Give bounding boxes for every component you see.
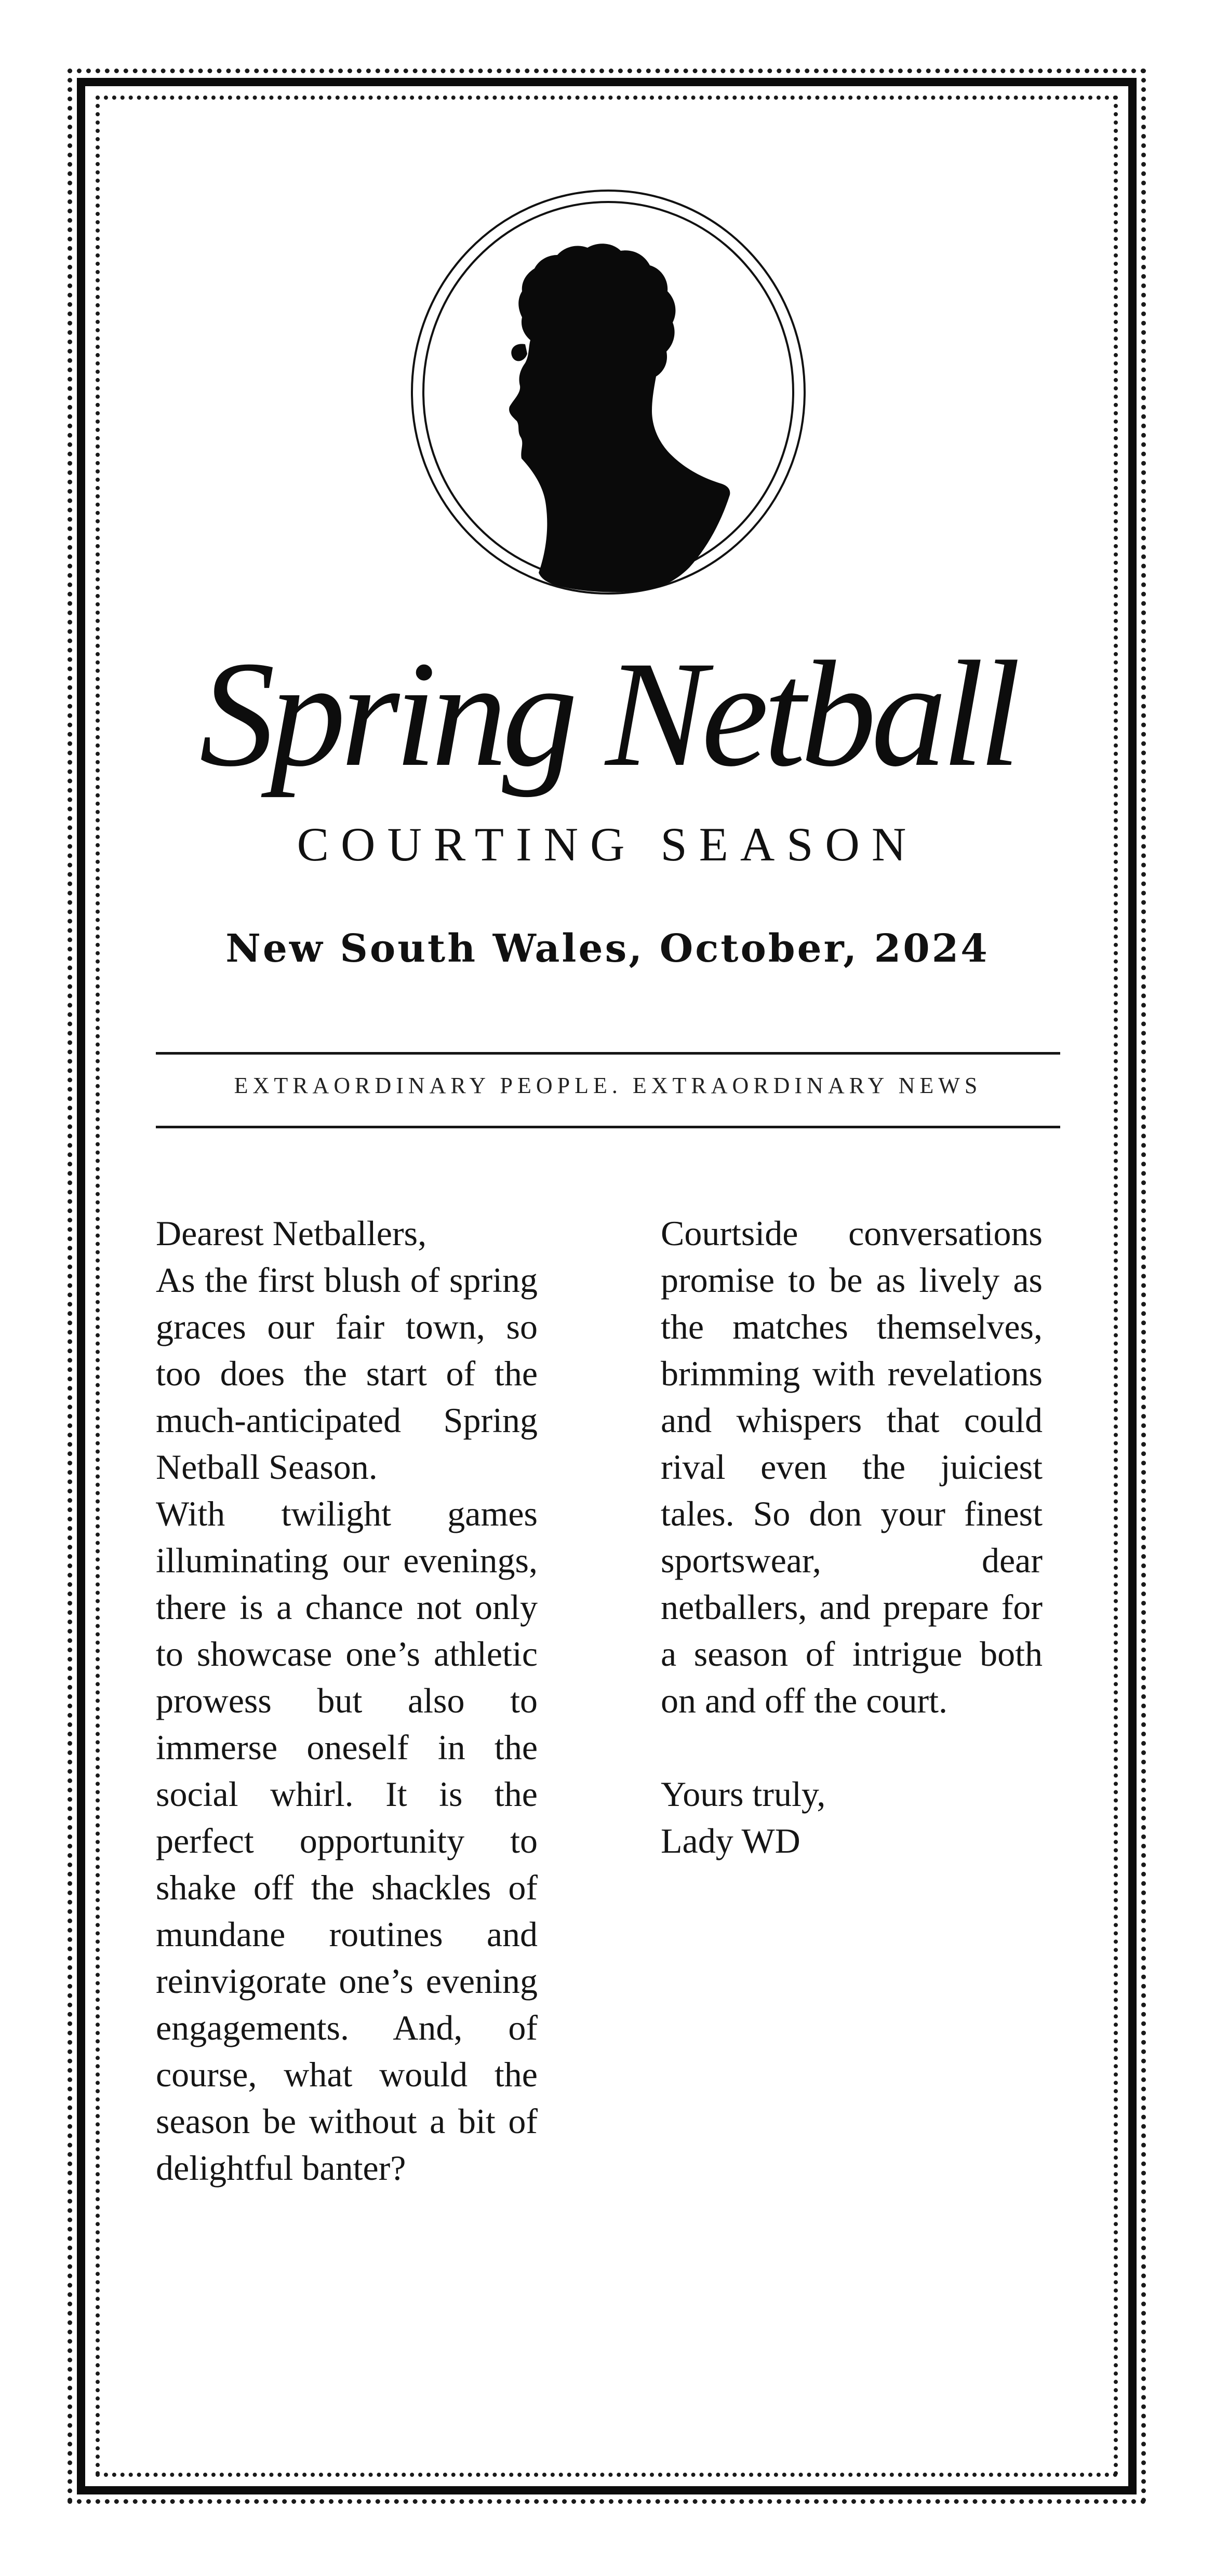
- page-subtitle: COURTING SEASON: [297, 818, 918, 871]
- letter-paragraph: With twilight games illuminating our evenings, there is a chance not only to showcase one’s athletic prowess but also to immerse oneself in the social whirl. It is the perfect opportunity to shake off the shackles of mundane routines and reinvigorate one’s evening engagements. And, of course, what would the season be without a bit of delightful banter?: [156, 1494, 538, 2188]
- letter-paragraph: As the first blush of spring graces our fair town, so too does the start of the much-anticipated Spring Netball Season.: [156, 1260, 538, 1487]
- letter-column-left: [156, 1210, 538, 2191]
- letter-closing: Yours truly,: [661, 1774, 826, 1814]
- paragraph-spacer: [661, 1724, 1043, 1771]
- divider-bottom: [156, 1126, 1060, 1128]
- cameo-silhouette-icon: [410, 188, 807, 596]
- letter-signature: Lady WD: [661, 1821, 800, 1860]
- letter-column-right: [661, 1210, 1043, 1864]
- letter-paragraph: Courtside conversations promise to be as lively as the matches themselves, brimming with revelations and whispers that could rival even the juiciest tales. So don your finest sportswear, dear netballers, and prepare for a season of intrigue both on and off the court.: [661, 1213, 1043, 1720]
- letter-salutation: Dearest Netballers,: [156, 1213, 427, 1253]
- page-title: Spring Netball: [199, 630, 1016, 798]
- dateline: New South Wales, October, 2024: [225, 926, 990, 971]
- tagline: EXTRAORDINARY PEOPLE. EXTRAORDINARY NEWS: [234, 1073, 982, 1098]
- divider-top: [156, 1052, 1060, 1055]
